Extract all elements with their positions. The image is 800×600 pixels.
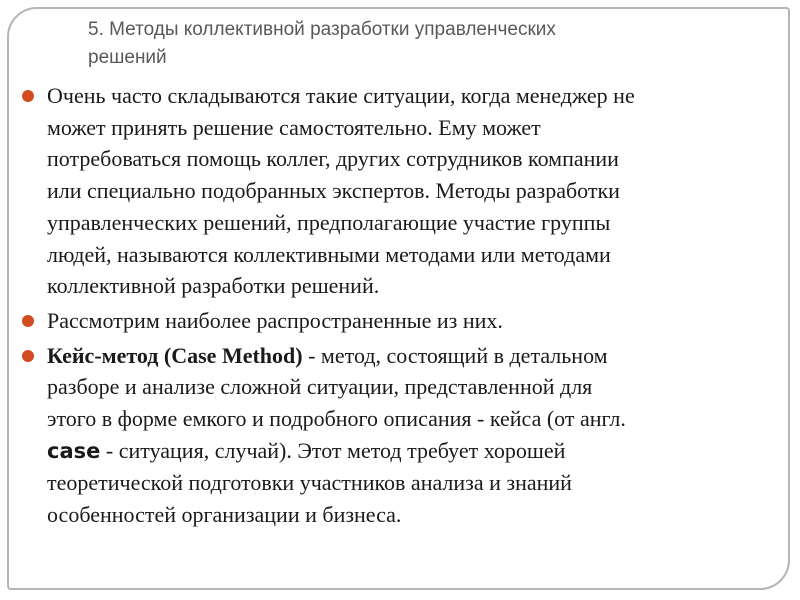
bullet-dot-icon <box>22 350 34 362</box>
bullet-dot-icon <box>22 90 34 102</box>
text-line <box>47 435 790 468</box>
bullet-item <box>20 340 790 531</box>
text-span: - ситуация, случай). Этот метод требует хорошей <box>100 437 566 463</box>
text-line: этого в форме емкого и подробного описания - кейса (от англ. <box>47 406 626 432</box>
text-line: Очень часто складываются такие ситуации, когда менеджер не <box>47 83 635 108</box>
text-line: может принять решение самостоятельно. Ему может <box>47 114 541 140</box>
text-line: теоретической подготовки участников анализа и знаний <box>47 470 572 496</box>
case-method-term: Кейс-метод (Case Method) <box>47 342 303 368</box>
text-span: - метод, состоящий в детальном <box>302 342 608 368</box>
bullet-dot-icon <box>22 315 34 327</box>
text-line: коллективной разработки решений. <box>47 273 380 299</box>
bullet-item <box>20 305 790 337</box>
title-line: 5. Методы коллективной разработки управленческих <box>88 19 556 40</box>
text-line: разборе и анализе сложной ситуации, представленной для <box>47 374 593 400</box>
text-line: особенностей организации и бизнеса. <box>47 502 402 528</box>
text-line: Рассмотрим наиболее распространенные из них. <box>47 307 503 333</box>
text-line <box>47 340 790 372</box>
slide-title <box>88 16 768 72</box>
text-line: людей, называются коллективными методами или методами <box>47 241 611 267</box>
text-line: или специально подобранных экспертов. Методы разработки <box>47 178 620 204</box>
title-line: решений <box>88 47 167 68</box>
bullet-item <box>20 80 790 302</box>
case-word: case <box>47 438 101 463</box>
text-line: управленческих решений, предполагающие участие группы <box>47 209 611 235</box>
slide-body <box>20 80 790 534</box>
text-line: потребоваться помощь коллег, других сотрудников компании <box>47 146 619 172</box>
